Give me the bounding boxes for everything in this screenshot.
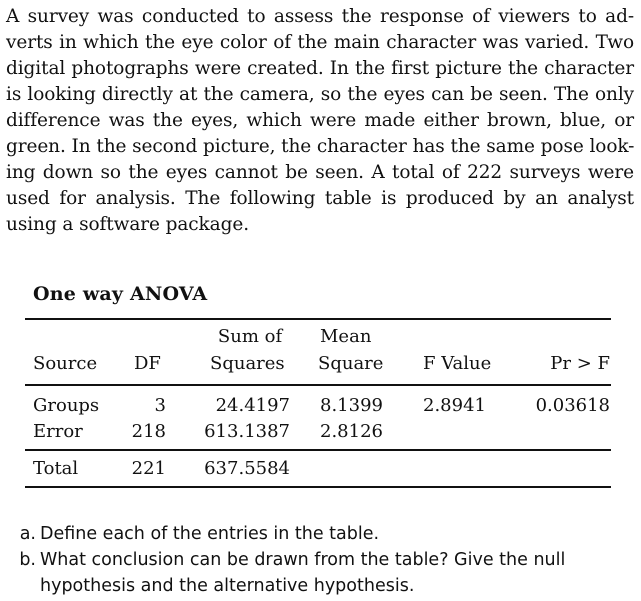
- statement-line: using a software package.: [6, 214, 249, 235]
- row-error-ss: 613.1387: [204, 421, 290, 442]
- header-source: Source: [33, 353, 98, 374]
- row-total-df: 221: [131, 458, 166, 479]
- statement-line: used for analysis. The following table is produced by an analyst: [6, 188, 634, 209]
- question-list: [8, 521, 636, 599]
- row-groups-f: 2.8941: [423, 395, 486, 416]
- question-b-text-line1: What conclusion can be drawn from the table? Give the null: [40, 550, 566, 570]
- question-a-text: Define each of the entries in the table.: [40, 524, 380, 544]
- header-f-value: F Value: [423, 353, 492, 374]
- row-total-ss: 637.5584: [204, 458, 290, 479]
- row-error-df: 218: [131, 421, 166, 442]
- row-groups-ms: 8.1399: [320, 395, 383, 416]
- problem-statement: [6, 4, 634, 238]
- question-b: [8, 547, 636, 599]
- header-pr-gt-f: Pr > F: [550, 353, 610, 374]
- header-mean: Mean: [320, 326, 372, 347]
- row-total-source: Total: [33, 458, 79, 479]
- header-df: DF: [134, 353, 161, 374]
- anova-title: One way ANOVA: [33, 283, 208, 305]
- header-square: Square: [318, 353, 384, 374]
- statement-line: ing down so the eyes cannot be seen. A total of 222 surveys were: [6, 162, 634, 183]
- row-error-source: Error: [33, 421, 83, 442]
- row-groups-ss: 24.4197: [215, 395, 290, 416]
- statement-line: green. In the second picture, the character has the same pose look-: [6, 136, 635, 157]
- table-header-rule: [25, 384, 611, 386]
- header-squares: Squares: [210, 353, 285, 374]
- statement-line: verts in which the eye color of the main character was varied. Two: [6, 32, 634, 53]
- question-a-label: a.: [19, 524, 36, 544]
- statement-line: is looking directly at the camera, so the eyes can be seen. The only: [6, 84, 634, 105]
- statement-line: A survey was conducted to assess the response of viewers to ad-: [6, 6, 634, 27]
- table-top-rule: [25, 318, 611, 320]
- row-groups-source: Groups: [33, 395, 100, 416]
- statement-line: digital photographs were created. In the first picture the character: [6, 58, 634, 79]
- row-error-ms: 2.8126: [320, 421, 383, 442]
- statement-line: difference was the eyes, which were made either brown, blue, or: [6, 110, 634, 131]
- table-bottom-rule: [25, 486, 611, 488]
- question-b-text-line2: hypothesis and the alternative hypothesis.: [40, 576, 415, 596]
- row-groups-df: 3: [154, 395, 166, 416]
- question-b-label: b.: [19, 550, 36, 570]
- row-groups-p: 0.03618: [535, 395, 610, 416]
- header-sum-of: Sum of: [217, 326, 283, 347]
- question-a: [8, 521, 636, 547]
- table-total-rule: [25, 449, 611, 451]
